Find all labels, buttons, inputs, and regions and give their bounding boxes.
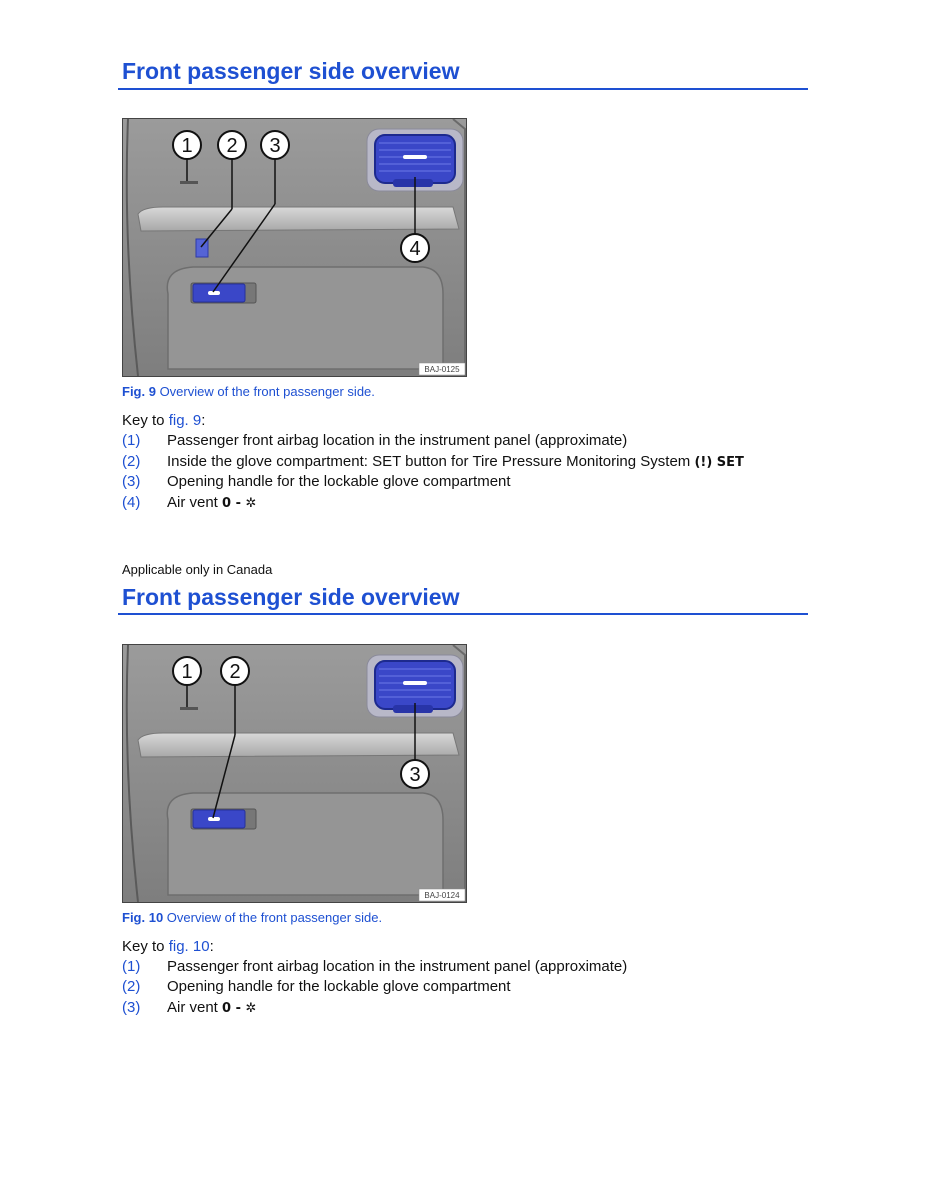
figure-code: BAJ-0124 — [424, 891, 460, 900]
item-number[interactable]: (4) — [122, 494, 141, 511]
figure-caption — [122, 384, 375, 399]
item-text: Air vent — [167, 999, 218, 1016]
air-vent-icon: 0 - ✲ — [222, 1001, 257, 1016]
caption-text: Overview of the front passenger side. — [163, 910, 383, 925]
figure-link[interactable]: fig. 9 — [168, 412, 202, 429]
item-number[interactable]: (2) — [122, 453, 141, 470]
caption-label: Fig. 10 — [122, 910, 164, 925]
section-title: Front passenger side overview — [122, 584, 460, 610]
callout-4: 4 — [409, 238, 421, 260]
heading-rule — [118, 613, 808, 615]
page-title: Front passenger side overview — [122, 58, 460, 84]
callout-2: 2 — [226, 135, 238, 157]
dashboard-illustration — [123, 119, 466, 376]
figure-10 — [122, 644, 467, 903]
item-number[interactable]: (3) — [122, 473, 141, 490]
callout-2: 2 — [229, 661, 241, 683]
region-note: Applicable only in Canada — [122, 562, 273, 577]
air-vent-icon: 0 - ✲ — [222, 496, 257, 511]
key-suffix: : — [201, 412, 206, 429]
item-text: Air vent — [167, 494, 218, 511]
key-suffix: : — [209, 938, 214, 955]
item-text: Passenger front airbag location in the instrument panel (approximate) — [167, 958, 628, 975]
heading-rule — [118, 88, 808, 90]
callout-1: 1 — [181, 135, 193, 157]
key-prefix: Key to — [122, 412, 169, 429]
caption-label: Fig. 9 — [122, 384, 156, 399]
tpms-set-icon: (!) SET — [694, 455, 744, 470]
figure-code: BAJ-0125 — [424, 365, 460, 374]
caption-text: Overview of the front passenger side. — [155, 384, 375, 399]
item-number[interactable]: (3) — [122, 999, 141, 1016]
key-line — [122, 412, 205, 429]
item-text: Opening handle for the lockable glove compartment — [167, 473, 511, 490]
figure-9 — [122, 118, 467, 377]
callout-3: 3 — [409, 764, 421, 786]
item-text: Inside the glove compartment: SET button for Tire Pressure Monitoring System — [167, 453, 691, 470]
item-text: Opening handle for the lockable glove compartment — [167, 978, 511, 995]
item-number[interactable]: (2) — [122, 978, 141, 995]
key-prefix: Key to — [122, 938, 169, 955]
figure-caption — [122, 910, 382, 925]
callout-3: 3 — [269, 135, 281, 157]
key-line — [122, 938, 214, 955]
item-number[interactable]: (1) — [122, 432, 141, 449]
callout-1: 1 — [181, 661, 193, 683]
dashboard-illustration — [123, 645, 466, 902]
figure-link[interactable]: fig. 10 — [168, 938, 210, 955]
item-text: Passenger front airbag location in the instrument panel (approximate) — [167, 432, 628, 449]
item-number[interactable]: (1) — [122, 958, 141, 975]
